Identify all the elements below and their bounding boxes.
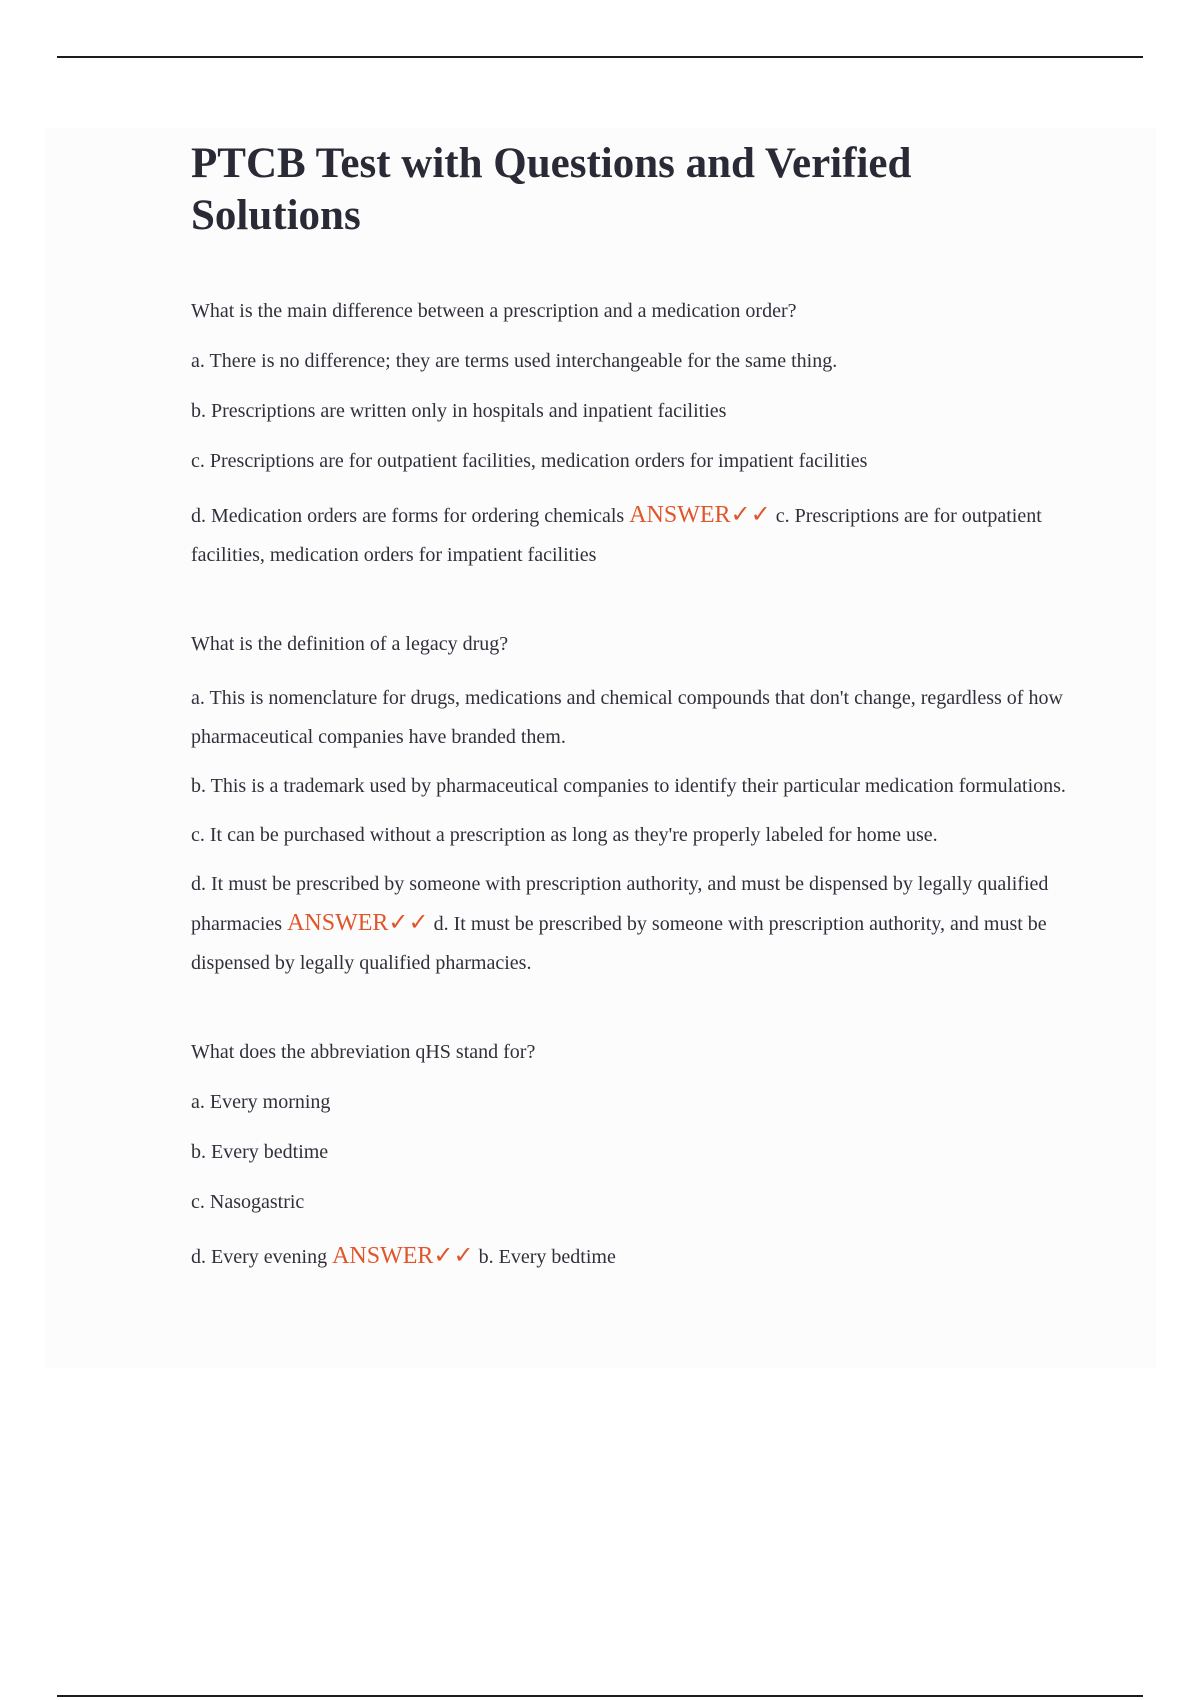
answer-text: b. Every bedtime [478,1246,616,1268]
option-b: b. Prescriptions are written only in hospitals and inpatient facilities [191,400,727,422]
question-text: What is the main difference between a prescription and a medication order? [191,300,797,322]
question-text: What is the definition of a legacy drug? [191,633,509,655]
option-d-with-answer [191,1237,1091,1277]
option-c: c. It can be purchased without a prescription as long as they're properly labeled for home use. [191,824,938,846]
option-b: b. Every bedtime [191,1141,329,1163]
question-block-1 [191,296,1091,575]
option-d-with-answer [191,865,1091,983]
top-rule [57,56,1143,58]
answer-tag: ANSWER✓✓ [629,502,771,528]
answer-tag: ANSWER✓✓ [287,910,429,936]
option-c: c. Prescriptions are for outpatient facilities, medication orders for impatient facilities [191,450,868,472]
option-d: d. It must be prescribed by someone with prescription authority, and must be dispensed by legally qualified pharmacies [191,873,1049,935]
option-d: d. Medication orders are forms for ordering chemicals [191,505,625,527]
answer-text: c. Prescriptions are for outpatient facilities, medication orders for impatient facilities [191,505,1042,566]
option-a: a. This is nomenclature for drugs, medications and chemical compounds that don't change, regardless of how pharmaceutical companies have branded them. [191,687,1063,748]
document-body [191,138,1091,1331]
option-b: b. This is a trademark used by pharmaceutical companies to identify their particular medication formulations. [191,775,1066,797]
option-a: a. There is no difference; they are terms used interchangeable for the same thing. [191,350,838,372]
option-c: c. Nasogastric [191,1191,305,1213]
answer-text: d. It must be prescribed by someone with prescription authority, and must be dispensed by legally qualified pharmacies. [191,913,1047,974]
answer-tag: ANSWER✓✓ [332,1243,474,1269]
option-d: d. Every evening [191,1246,328,1268]
document-content [46,128,1156,1368]
option-d-with-answer [191,496,1091,575]
page-title: PTCB Test with Questions and Verified Solutions [191,140,912,239]
question-block-2 [191,629,1091,983]
bottom-rule [57,1695,1143,1697]
option-a: a. Every morning [191,1091,331,1113]
question-block-3 [191,1037,1091,1277]
question-text: What does the abbreviation qHS stand for? [191,1041,536,1063]
